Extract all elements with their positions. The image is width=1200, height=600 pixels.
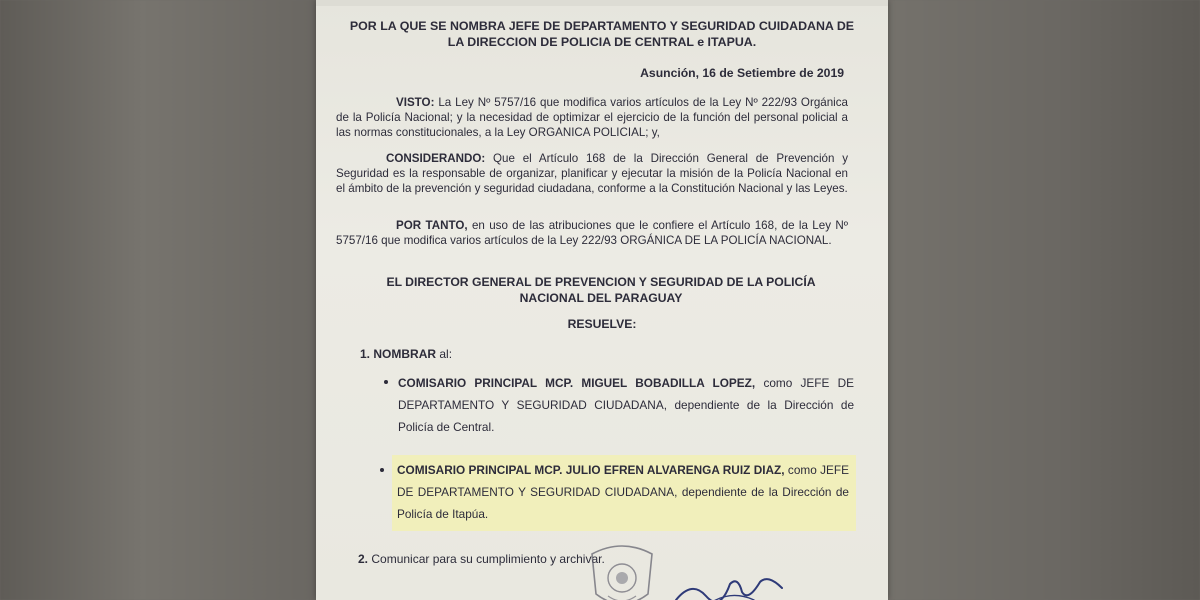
item-1 [360,347,452,362]
handwritten-signature-icon [672,570,792,600]
considerando-label: CONSIDERANDO: [386,152,486,165]
resuelve-heading: RESUELVE: [567,317,637,331]
considerando-text: Que el Artículo 168 de la Dirección General de Prevención y Seguridad es la responsable de organizar, planificar y ejecutar la misión de la Policía Nacional en el ámbito de la prevención y seguridad ciudadana, conforme a la Constitución Nacional y las Leyes. [336,152,848,195]
item-2-text: Comunicar para su cumplimiento y archivar. [371,552,605,566]
portanto-text: en uso de las atribuciones que le confiere el Artículo 168, de la Ley Nº 5757/16 que modifica varios artículos de la Ley 222/93 ORGÁNICA DE LA POLICÍA NACIONAL. [336,219,848,247]
item-1-number: 1. [360,347,371,361]
director-heading: EL DIRECTOR GENERAL DE PREVENCION Y SEGURIDAD DE LA POLICÍA NACIONAL DEL PARAGUAY [386,275,816,305]
appointment-2-name: COMISARIO PRINCIPAL MCP. JULIO EFREN ALVARENGA RUIZ DIAZ, [397,463,785,477]
blurred-background-left [0,0,316,600]
document-date: Asunción, 16 de Setiembre de 2019 [640,66,844,80]
blurred-background-right [884,0,1200,600]
visto-paragraph [336,95,848,140]
appointment-1-text: como JEFE DE DEPARTAMENTO Y SEGURIDAD CIUDADANA, dependiente de la Dirección de Policía de Central. [398,376,855,434]
appointment-1-name: COMISARIO PRINCIPAL MCP. MIGUEL BOBADILLA LOPEZ, [398,376,756,390]
item-2-number: 2. [358,552,369,566]
portanto-paragraph [336,218,848,248]
item-1-label: NOMBRAR [373,347,437,361]
item-1-suffix: al: [439,347,453,361]
portanto-label: POR TANTO, [396,219,468,232]
bullet-icon [384,380,388,384]
appointment-2 [397,459,849,525]
page-top-shadow [316,0,888,6]
visto-label: VISTO: [396,96,435,109]
bullet-icon [380,468,384,472]
item-2 [358,552,605,567]
appointment-1 [398,372,854,438]
considerando-paragraph [336,151,848,196]
appointment-2-text: como JEFE DE DEPARTAMENTO Y SEGURIDAD CIUDADANA, dependiente de la Dirección de Policía de Itapúa. [397,463,850,521]
visto-text: La Ley Nº 5757/16 que modifica varios artículos de la Ley Nº 222/93 Orgánica de la Policía Nacional; y la necesidad de optimizar el ejercicio de la función del personal policial a las normas constitucionales, a la Ley ORGANICA POLICIAL; y, [336,96,848,139]
document-page [316,0,888,600]
document-title: POR LA QUE SE NOMBRA JEFE DE DEPARTAMENTO Y SEGURIDAD CUIDADANA DE LA DIRECCION DE POLICIA DE CENTRAL e ITAPUA. [349,19,855,49]
police-seal-stamp-icon [578,536,666,600]
